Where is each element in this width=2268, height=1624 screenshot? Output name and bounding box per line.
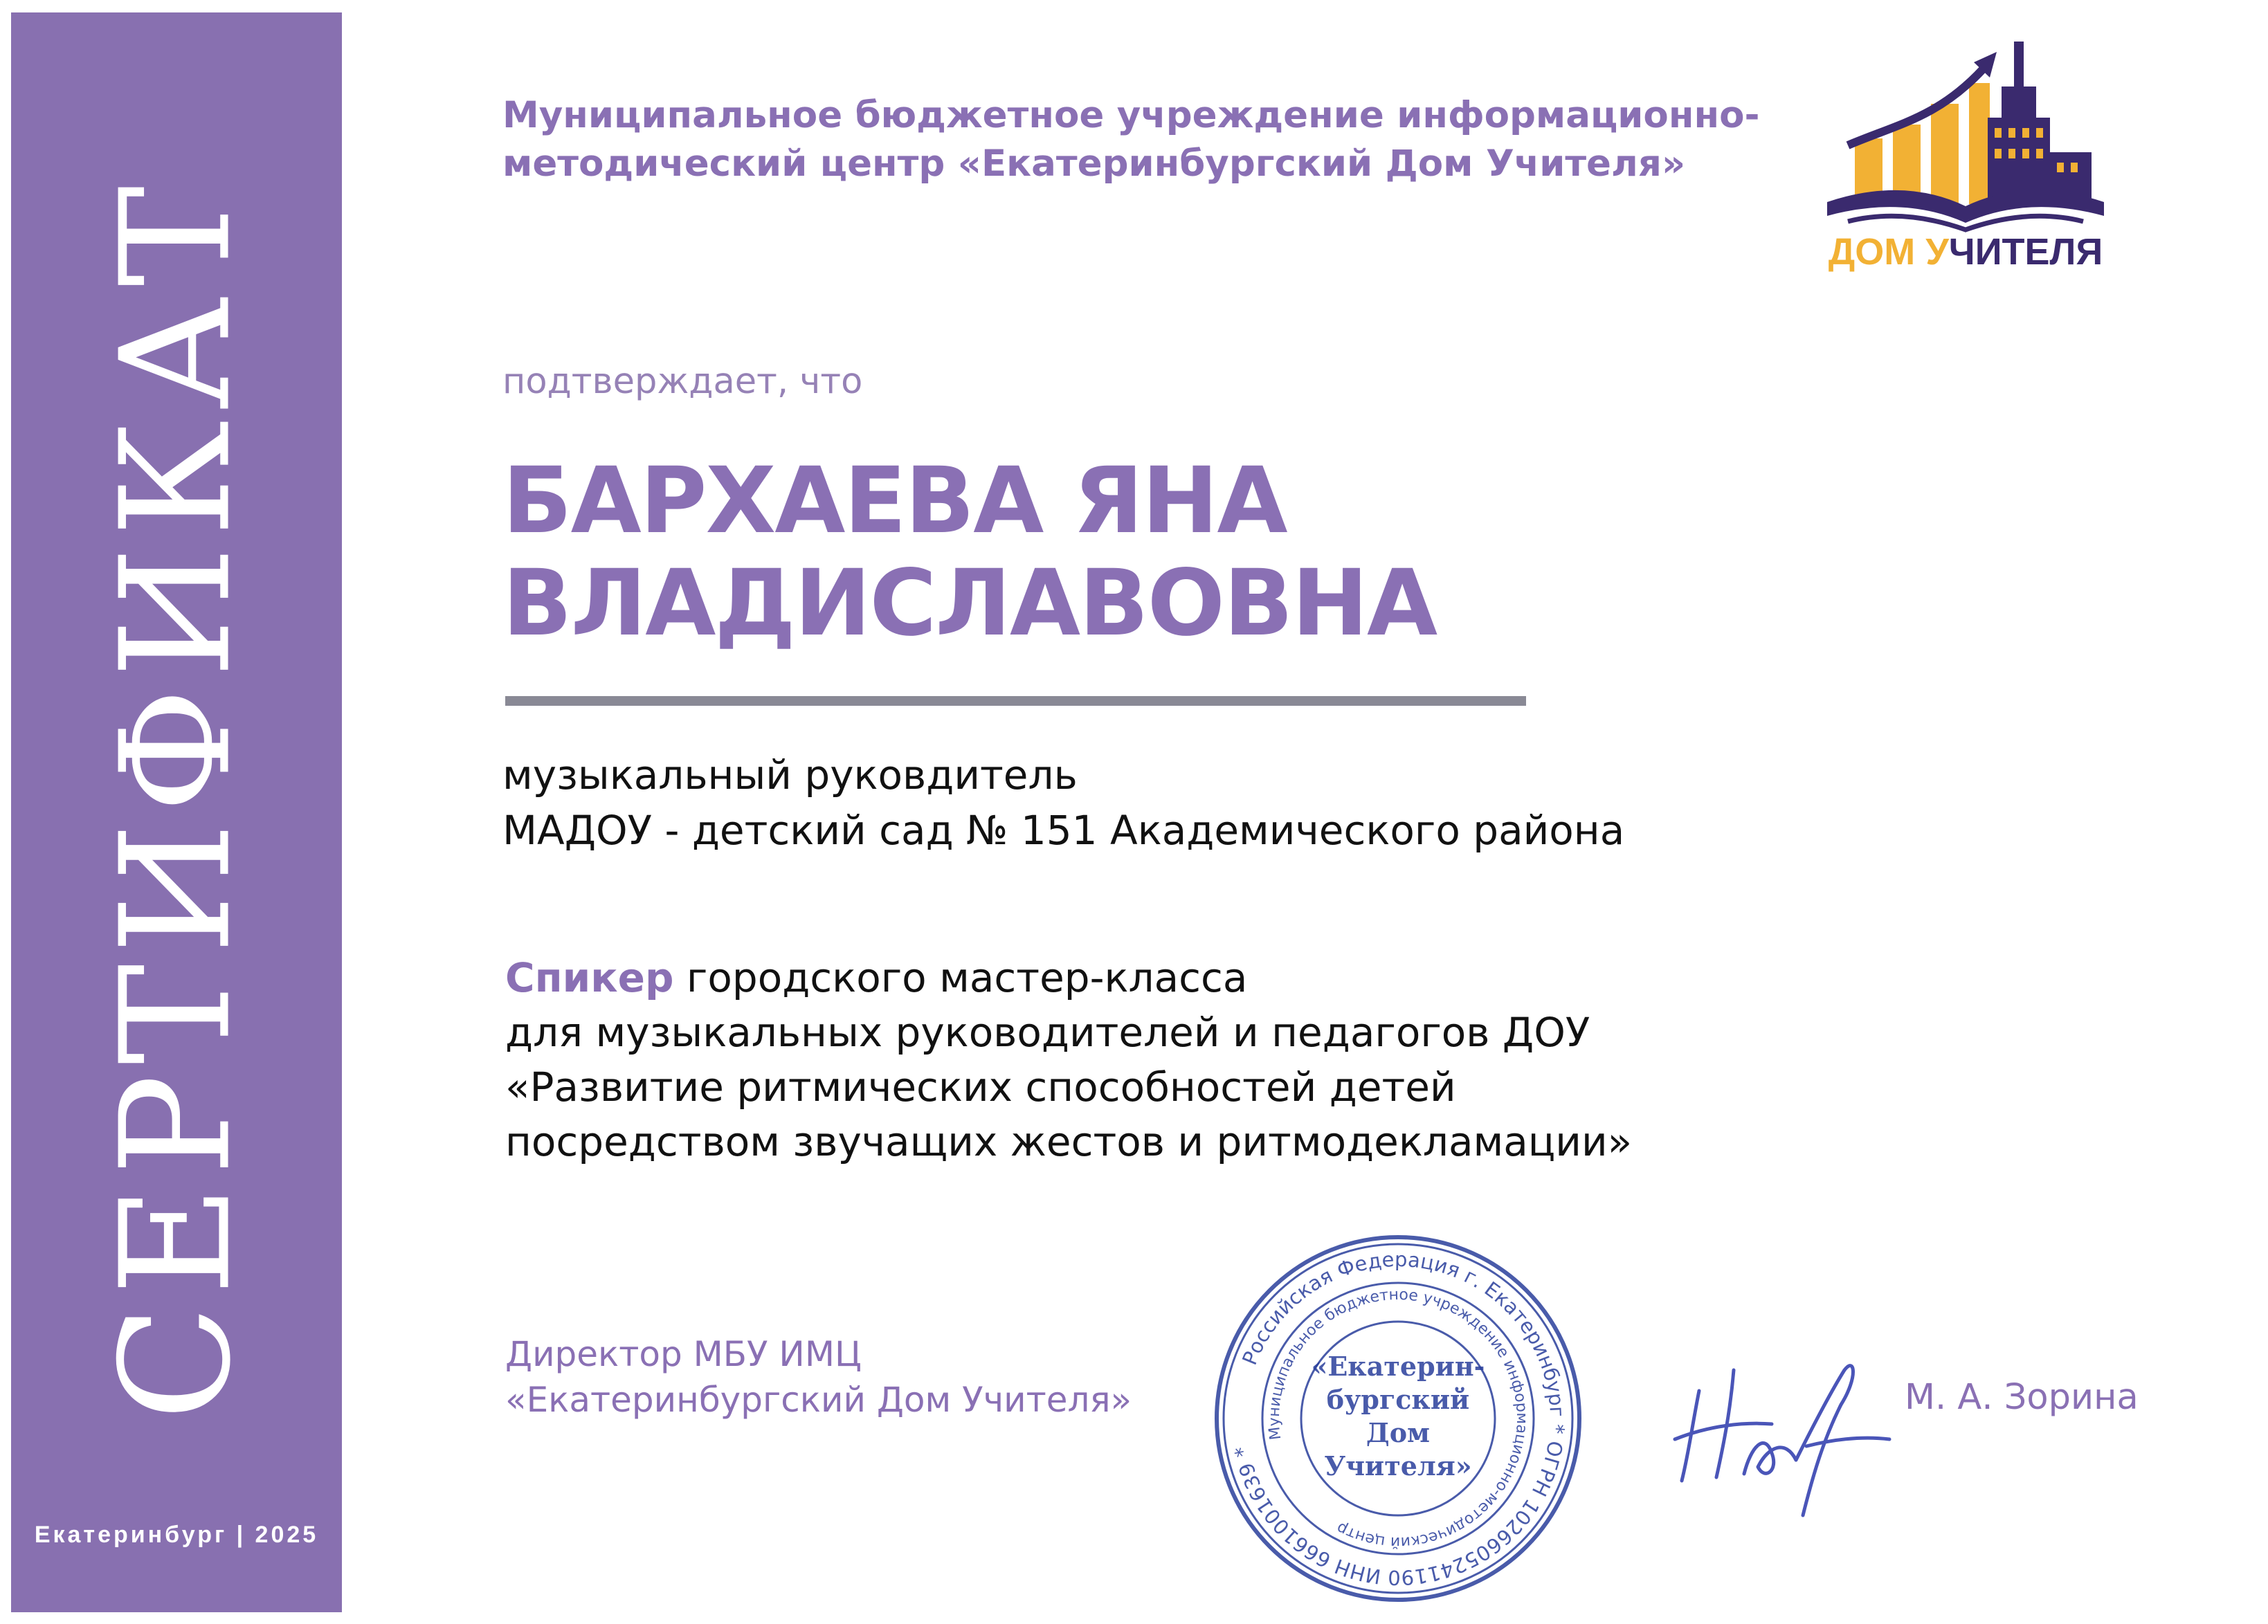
name-line-2: ВЛАДИСЛАВОВНА (502, 550, 1437, 657)
recipient-position (502, 747, 1624, 858)
role-line-4: посредством звучащих жестов и ритмодекламации» (505, 1118, 1633, 1165)
stamp-inner-text: Муниципальное бюджетное учреждение информационно-методический центр (1265, 1286, 1531, 1551)
org-line-2: методический центр «Екатеринбургский Дом Учителя» (502, 143, 1686, 185)
director-line-1: Директор МБУ ИМЦ (505, 1334, 862, 1374)
name-line-1: БАРХАЕВА ЯНА (502, 448, 1287, 554)
role-line-2: для музыкальных руководителей и педагогов ДОУ (505, 1009, 1590, 1056)
org-line-1: Муниципальное бюджетное учреждение информационно- (502, 94, 1760, 136)
svg-text:ДОМ УЧИТЕЛЯ (1829, 231, 2103, 273)
role-word: Спикер (505, 954, 674, 1001)
position-line-2: МАДОУ - детский сад № 151 Академического района (502, 807, 1625, 854)
role-description (505, 951, 1632, 1169)
logo-text-part2: ЧИТЕЛЯ (1948, 231, 2103, 273)
director-title (505, 1331, 1132, 1423)
role-line-1 (505, 951, 1632, 1005)
signer-name: М. А. Зорина (1905, 1377, 2139, 1418)
logo-text-part1: ДОМ (1828, 231, 1926, 273)
director-signature (1668, 1342, 1896, 1522)
official-stamp (1211, 1232, 1585, 1605)
role-line-1-rest: городского мастер-класса (673, 954, 1248, 1001)
stamp-center-line-3: Дом (1366, 1417, 1431, 1448)
recipient-name (502, 450, 1436, 655)
confirms-text: подтверждает, что (502, 361, 863, 402)
certificate-title: СЕРТИФИКАТ (89, 176, 264, 1421)
stamp-center-line-1: «Екатерин- (1311, 1351, 1485, 1382)
director-line-2: «Екатеринбургский Дом Учителя» (505, 1380, 1132, 1420)
position-line-1: музыкальный руковдитель (502, 751, 1078, 799)
stamp-center-line-2: бургский (1326, 1384, 1470, 1415)
sidebar-band (11, 12, 342, 1612)
issuing-organization (502, 91, 1762, 188)
dom-uchitelya-logo (1799, 14, 2132, 277)
stamp-outer-text: Российская Федерация г. Екатеринбург * ОГРН 1026605241190 ИНН 6661001639 * (1229, 1247, 1570, 1590)
role-line-3: «Развитие ритмических способностей детей (505, 1064, 1456, 1111)
name-divider (505, 696, 1526, 706)
city-year: Екатеринбург | 2025 (34, 1522, 319, 1548)
stamp-center-line-4: Учителя» (1324, 1450, 1472, 1481)
logo-text-accent: У (1925, 231, 1949, 273)
